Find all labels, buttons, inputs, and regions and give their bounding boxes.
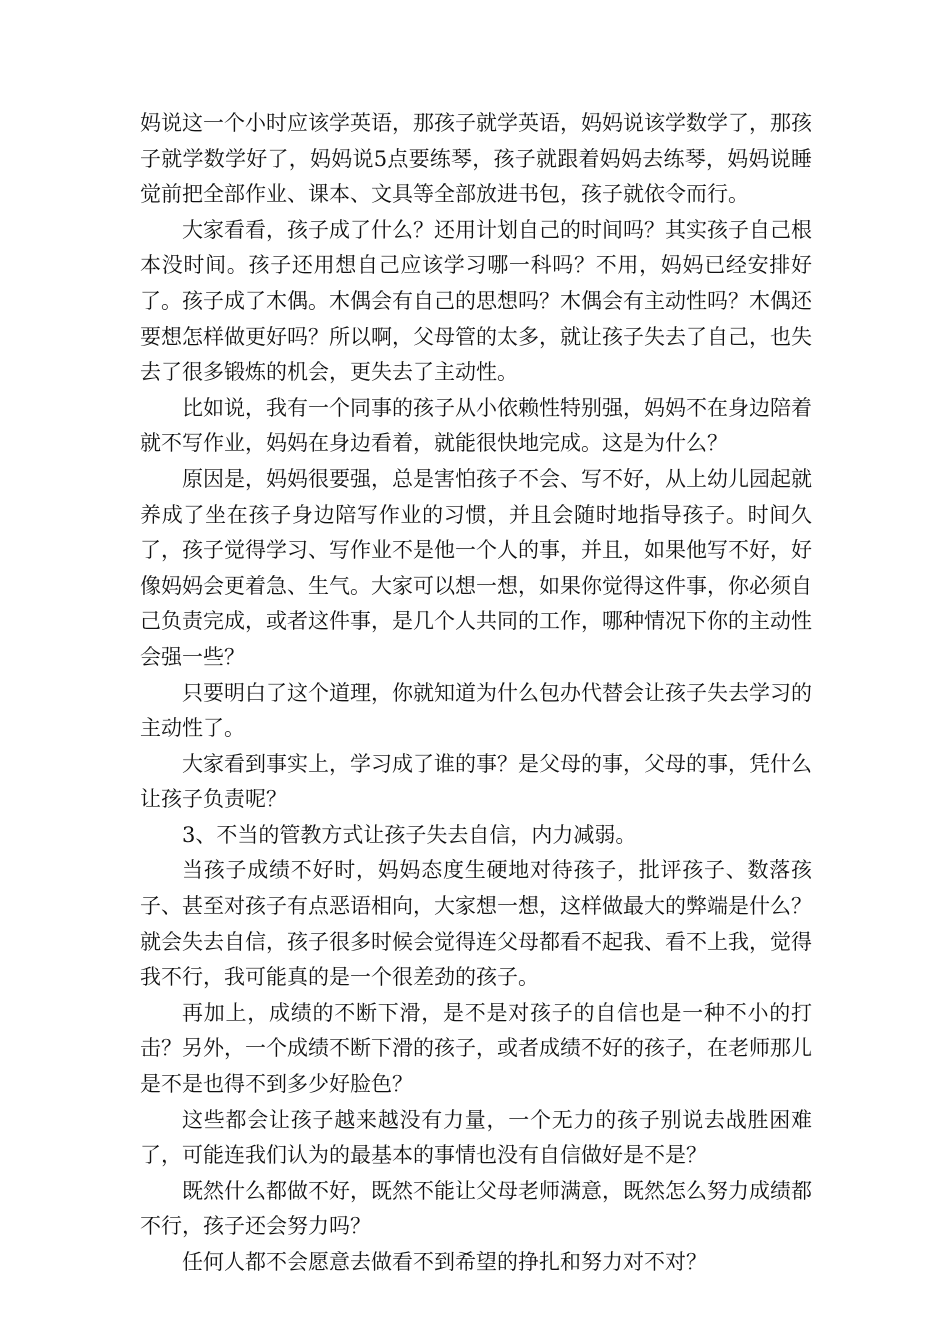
paragraph-9: 这些都会让孩子越来越没有力量，一个无力的孩子别说去战胜困难了，可能连我们认为的最基本的事情也没有自信做好是不是？ [140,1107,812,1168]
paragraph-10: 既然什么都做不好，既然不能让父母老师满意，既然怎么努力成绩都不行，孩子还会努力吗？ [140,1178,812,1239]
paragraph-3: 比如说，我有一个同事的孩子从小依赖性特别强，妈妈不在身边陪着就不写作业，妈妈在身边看着，就能很快地完成。这是为什么？ [140,395,812,456]
paragraph-5: 只要明白了这个道理，你就知道为什么包办代替会让孩子失去学习的主动性了。 [140,680,812,741]
paragraph-11: 任何人都不会愿意去做看不到希望的挣扎和努力对不对？ [182,1250,707,1274]
paragraph-4: 原因是，妈妈很要强，总是害怕孩子不会、写不好，从上幼儿园起就养成了坐在孩子身边陪写作业的习惯，并且会随时地指导孩子。时间久了，孩子觉得学习、写作业不是他一个人的事，并且，如果他写不好，好像妈妈会更着急、生气。大家可以想一想，如果你觉得这件事，你必须自己负责完成，或者这件事，是几个人共同的工作，哪种情况下你的主动性会强一些？ [140,466,812,669]
paragraph-6: 大家看到事实上，学习成了谁的事？是父母的事，父母的事，凭什么让孩子负责呢？ [140,751,812,812]
paragraph-7: 当孩子成绩不好时，妈妈态度生硬地对待孩子，批评孩子、数落孩子、甚至对孩子有点恶语相向，大家想一想，这样做最大的弊端是什么？就会失去自信，孩子很多时候会觉得连父母都看不起我、看不上我，觉得我不行，我可能真的是一个很差劲的孩子。 [140,858,812,990]
paragraph-1: 妈说这一个小时应该学英语，那孩子就学英语，妈妈说该学数学了，那孩子就学数学好了，妈妈说5点要练琴，孩子就跟着妈妈去练琴，妈妈说睡觉前把全部作业、课本、文具等全部放进书包，孩子就依令而行。 [140,111,812,207]
paragraph-2: 大家看看，孩子成了什么？还用计划自己的时间吗？其实孩子自己根本没时间。孩子还用想自己应该学习哪一科吗？不用，妈妈已经安排好了。孩子成了木偶。木偶会有自己的思想吗？木偶会有主动性吗？木偶还要想怎样做更好吗？所以啊，父母管的太多，就让孩子失去了自己，也失去了很多锻炼的机会，更失去了主动性。 [140,217,812,385]
section-heading-3: 3、不当的管教方式让孩子失去自信，内力减弱。 [182,822,637,847]
paragraph-8: 再加上，成绩的不断下滑，是不是对孩子的自信也是一种不小的打击？另外，一个成绩不断下滑的孩子，或者成绩不好的孩子，在老师那儿是不是也得不到多少好脸色？ [140,1000,812,1097]
document-body [140,106,812,1281]
